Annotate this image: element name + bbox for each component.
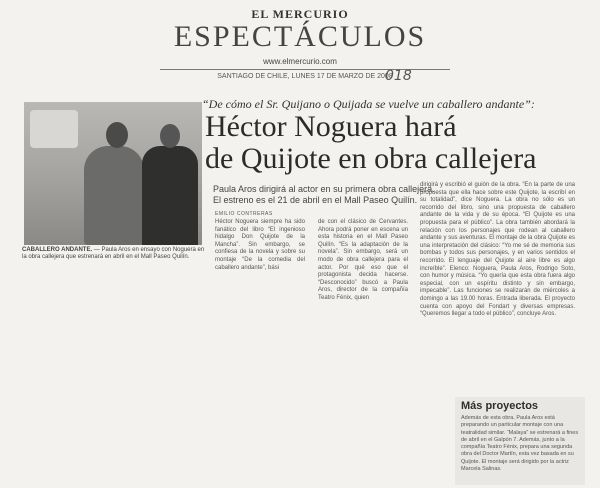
handwritten-page-number: 018: [385, 68, 412, 84]
caption-label: CABALLERO ANDANTE.: [22, 247, 93, 253]
article-photo: [24, 102, 202, 245]
sidebar-box: [455, 397, 585, 485]
article-kicker: “De cómo el Sr. Quijano o Quijada se vuelve un caballero andante”:: [202, 97, 535, 111]
headline-line-1: Héctor Noguera hará: [205, 110, 457, 143]
article-lead: [213, 184, 435, 206]
lead-line-1: Paula Aros dirigirá al actor en su primera obra callejera.: [213, 184, 435, 194]
lead-line-2: El estreno es el 21 de abril en el Mall Paseo Quilín.: [213, 195, 418, 205]
sidebar-title: Más proyectos: [461, 400, 539, 412]
article-column-2: de con el clásico de Cervantes. Ahora podrá poner en escena un esta historia en el Mall Paseo Quilín. “Es la adaptación de la novela”. Sin embargo, será un modo de obra callejera para el actor. Por qué eso que el protagonista decida hacerse. “Desconocido” buscó a Paula Aros, director de la compañía Teatro Fénix, quien: [318, 219, 408, 301]
article-column-1: Héctor Noguera siempre ha sido fanático del libro “El ingenioso hidalgo Don Quijote de la Mancha”. Sin embargo, se confiesa de la novela y sobre su montaje “De la comedia del caballero andante”, bási: [215, 219, 305, 271]
photo-light-area: [30, 110, 78, 148]
sidebar-body: Además de esta obra, Paula Aros está preparando un particular montaje con una teatralidad similar. “Malaya” se estrenará a fines de abril en el Galpón 7. Además, junto a la compañía Teatro Fénix, prepara una segunda obra del Doctor Martín, esta vez basada en su Quijote. El montaje será dirigido por la actriz Marcela Salinas.: [461, 415, 579, 473]
newspaper-masthead: EL MERCURIO: [251, 7, 349, 21]
article-headline: [205, 111, 537, 175]
section-title: ESPECTÁCULOS: [173, 20, 427, 53]
dateline: SANTIAGO DE CHILE, LUNES 17 DE MARZO DE 2008: [217, 73, 393, 80]
headline-line-2: de Quijote en obra callejera: [205, 142, 537, 175]
website-url: www.elmercurio.com: [263, 57, 337, 66]
photo-caption: [22, 247, 208, 261]
article-byline: EMILIO CONTRERAS: [215, 211, 273, 217]
article-column-3: dirigirá y escribió el guión de la obra. “En la parte de una propuesta que ella hace sobre este Quijote, la escribí en su totalidad”, dice Noguera. La obra no sólo es un recorrido del libro, sino una propuesta de caballero andante de la vida y de su época. “El Quijote es una propuesta para el público”. La obra también abordará la relación con los personajes que rodean al caballero andante y sus aventuras. El montaje de la obra Quijote es una interpretación del clásico: “Yo me sé de memoria sus bombas y todos sus personajes, y en varios sentidos el recorrido. El lenguaje del Quijote al aire libre es algo increíble”. Elenco: Noguera, Paula Aros, Rodrigo Soto, con humor y música. “Yo quería que esta obra fuera algo especial, con un espíritu distinto y sin embargo, impecable”. Las funciones se realizarán de miércoles a domingo a las 19.00 horas. Entrada liberada. El proyecto cuenta con apoyo del Fondart y diversas empresas. “Queremos llegar a todo el público”, concluye Aros.: [420, 182, 575, 318]
photo-figure-man: [134, 124, 200, 245]
caption-text: — Paula Aros en ensayo con Noguera en la obra callejera que estrenará en abril en el Mall Paseo Quilín.: [22, 247, 205, 260]
